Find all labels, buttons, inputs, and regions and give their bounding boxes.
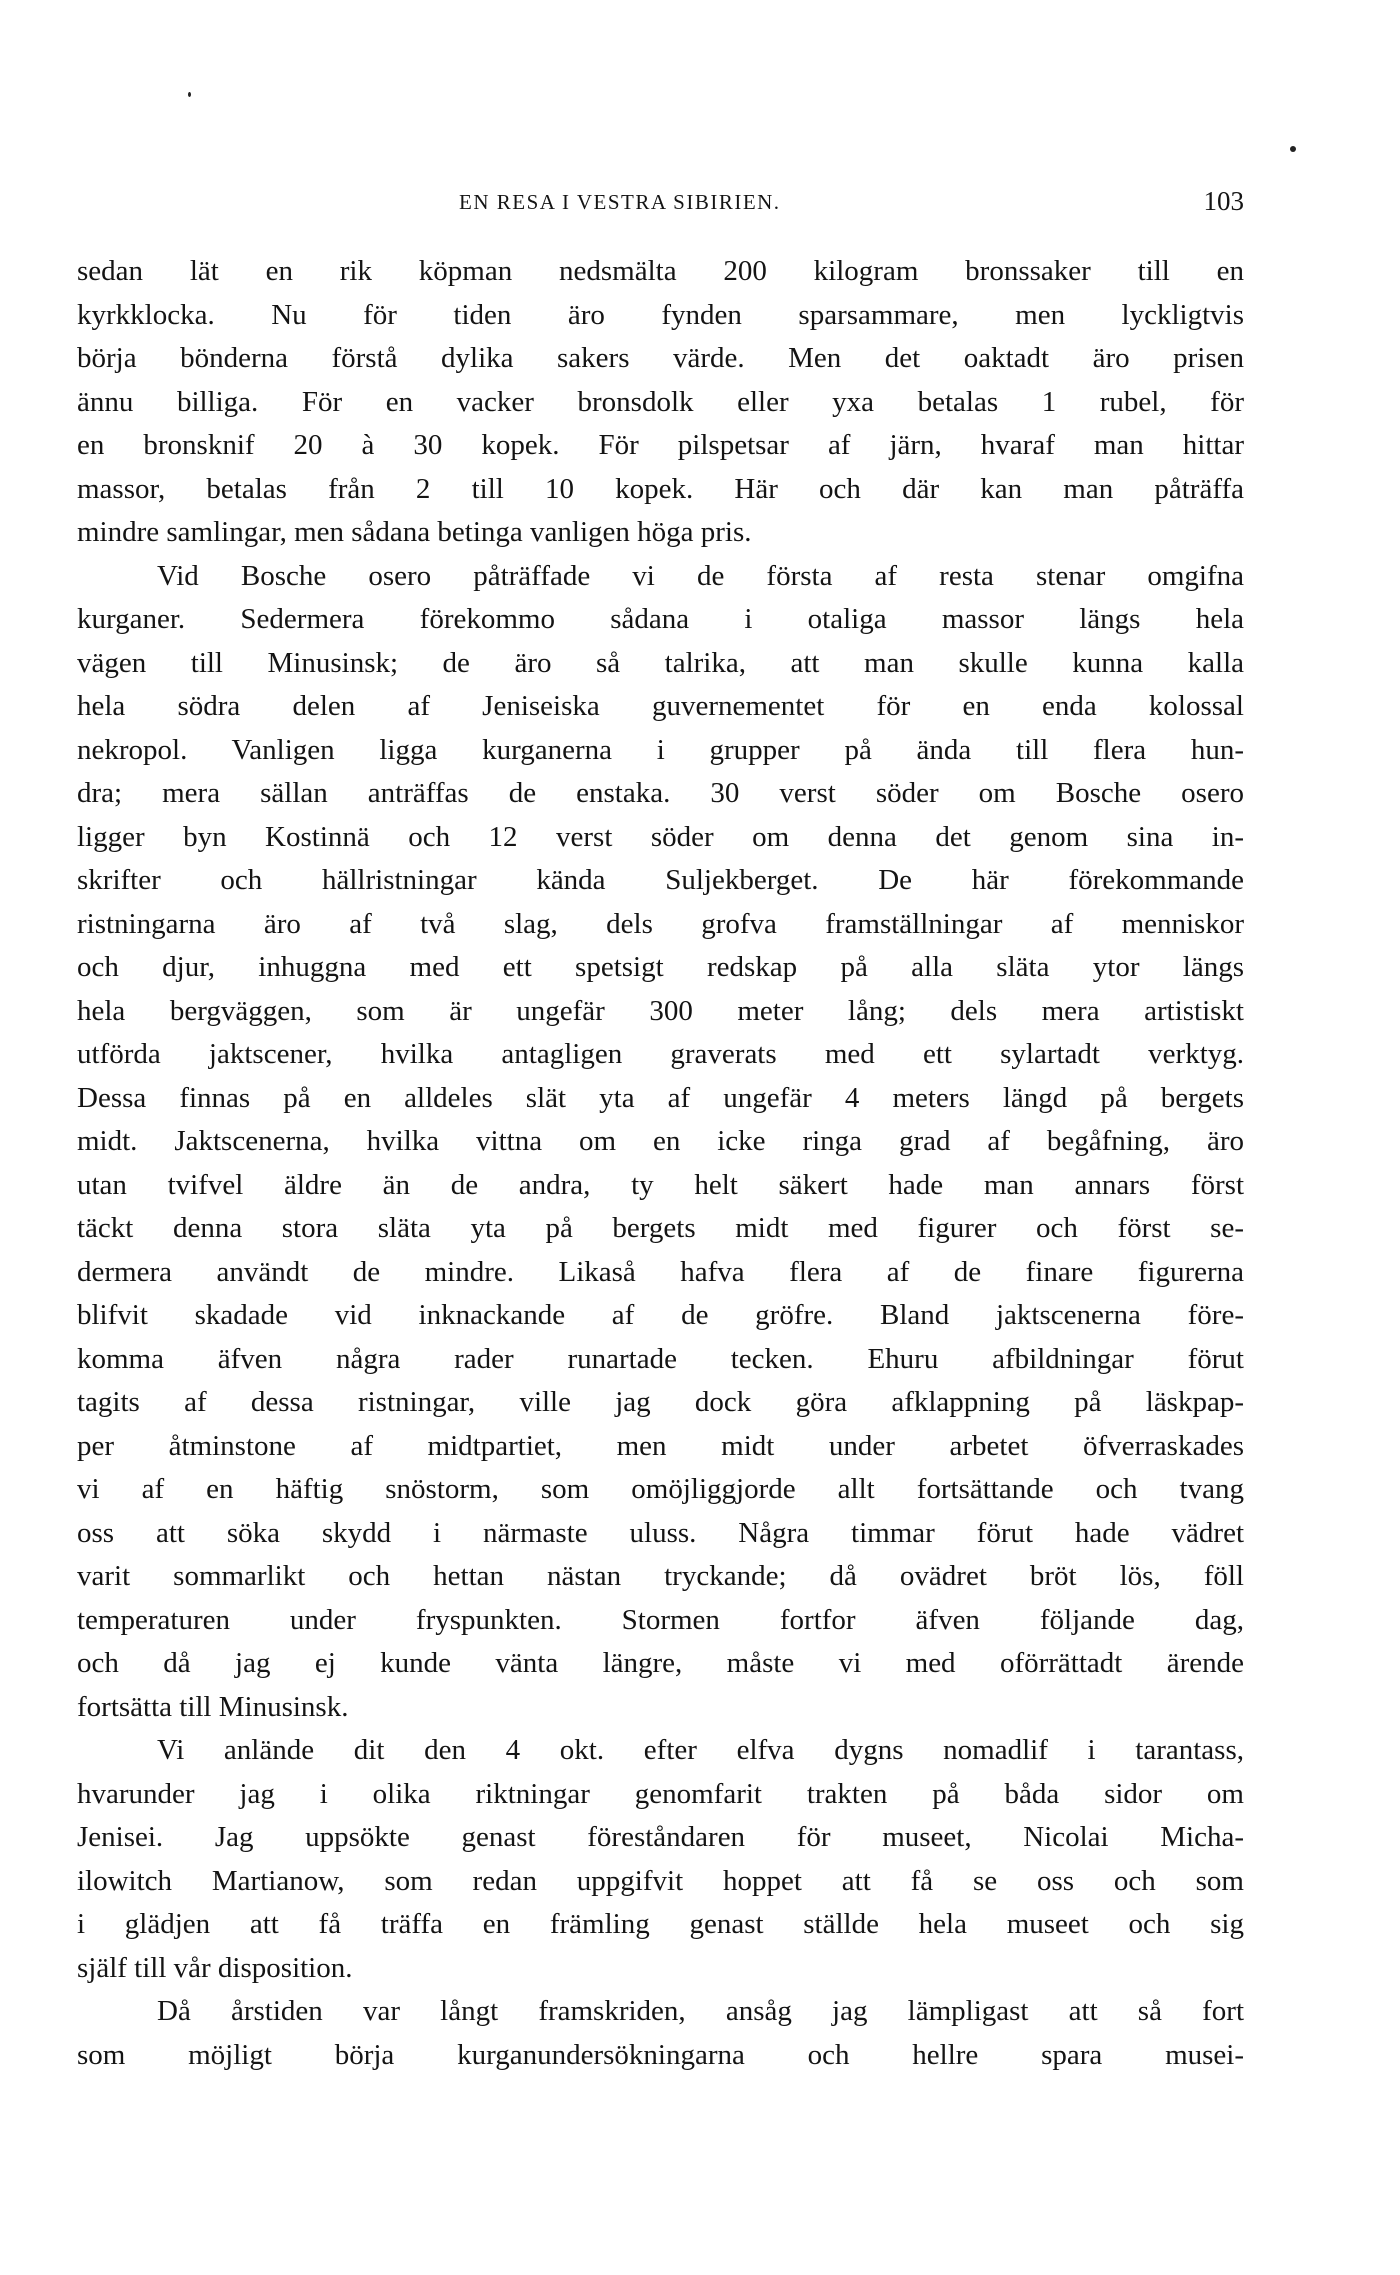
text-line: fortsätta till Minusinsk. — [77, 1690, 349, 1723]
text-line: vägen till Minusinsk; de äro så talrika, att man skulle kunna kalla — [77, 646, 1244, 679]
text-line: tagits af dessa ristningar, ville jag dock göra afklappning på läskpap- — [77, 1386, 1244, 1418]
text-line: Jenisei. Jag uppsökte genast föreståndaren för museet, Nicolai Micha- — [77, 1821, 1244, 1853]
text-line: per åtminstone af midtpartiet, men midt under arbetet öfverraskades — [77, 1429, 1244, 1462]
text-line: som möjligt börja kurganundersökningarna och hellre spara musei- — [77, 2038, 1244, 2071]
text-line: massor, betalas från 2 till 10 kopek. Här och där kan man påträffa — [77, 472, 1244, 505]
text-line: sedan lät en rik köpman nedsmälta 200 kilogram bronssaker till en — [77, 255, 1244, 287]
text-line: Vid Bosche osero påträffade vi de första af resta stenar omgifna — [157, 559, 1244, 592]
text-line: vi af en häftig snöstorm, som omöjliggjorde allt fortsättande och tvang — [77, 1473, 1244, 1505]
text-line: ristningarna äro af två slag, dels grofva framställningar af menniskor — [77, 907, 1244, 940]
text-line: utan tvifvel äldre än de andra, ty helt säkert hade man annars först — [77, 1168, 1244, 1201]
text-line: kurganer. Sedermera förekommo sådana i otaliga massor längs hela — [77, 603, 1244, 635]
text-line: Då årstiden var långt framskriden, ansåg jag lämpligast att så fort — [157, 1995, 1244, 2027]
text-line: komma äfven några rader runartade tecken. Ehuru afbildningar förut — [77, 1342, 1244, 1375]
body-text — [77, 250, 1244, 2077]
text-line: i glädjen att få träffa en främling genast ställde hela museet och sig — [77, 1908, 1244, 1940]
text-line: nekropol. Vanligen ligga kurganerna i grupper på ända till flera hun- — [77, 733, 1244, 766]
stray-ink-mark — [1290, 146, 1296, 152]
text-line: utförda jaktscener, hvilka antagligen graverats med ett sylartadt verktyg. — [77, 1038, 1244, 1070]
text-line: ilowitch Martianow, som redan uppgifvit hoppet att få se oss och som — [77, 1864, 1244, 1897]
text-line: midt. Jaktscenerna, hvilka vittna om en icke ringa grad af begåfning, äro — [77, 1125, 1244, 1157]
text-line: hvarunder jag i olika riktningar genomfarit trakten på båda sidor om — [77, 1777, 1244, 1810]
text-line: skrifter och hällristningar kända Suljekberget. De här förekommande — [77, 864, 1244, 896]
page-header — [77, 186, 1244, 226]
text-line: börja bönderna förstå dylika sakers värde. Men det oaktadt äro prisen — [77, 342, 1244, 374]
text-line: blifvit skadade vid inknackande af de gröfre. Bland jaktscenerna före- — [77, 1299, 1244, 1331]
text-line: ligger byn Kostinnä och 12 verst söder om denna det genom sina in- — [77, 820, 1244, 853]
text-line: och djur, inhuggna med ett spetsigt redskap på alla släta ytor längs — [77, 951, 1244, 983]
text-line: Dessa finnas på en alldeles slät yta af ungefär 4 meters längd på bergets — [77, 1081, 1244, 1114]
text-line: kyrkklocka. Nu för tiden äro fynden sparsammare, men lyckligtvis — [77, 298, 1244, 331]
text-line: hela bergväggen, som är ungefär 300 meter lång; dels mera artistiskt — [77, 994, 1244, 1027]
page-number: 103 — [1203, 186, 1244, 216]
text-line: oss att söka skydd i närmaste uluss. Några timmar förut hade vädret — [77, 1516, 1244, 1549]
text-line: dra; mera sällan anträffas de enstaka. 30 verst söder om Bosche osero — [77, 777, 1244, 809]
text-line: mindre samlingar, men sådana betinga vanligen höga pris. — [77, 516, 752, 548]
text-line: Vi anlände dit den 4 okt. efter elfva dygns nomadlif i tarantass, — [157, 1734, 1244, 1766]
text-line: temperaturen under fryspunkten. Stormen fortfor äfven följande dag, — [77, 1603, 1244, 1636]
stray-ink-mark-top — [188, 92, 191, 97]
text-line: varit sommarlikt och hettan nästan tryckande; då ovädret bröt lös, föll — [77, 1560, 1244, 1592]
text-line: själf till vår disposition. — [77, 1951, 353, 1984]
text-line: en bronsknif 20 à 30 kopek. För pilspetsar af järn, hvaraf man hittar — [77, 429, 1244, 461]
text-line: ännu billiga. För en vacker bronsdolk eller yxa betalas 1 rubel, för — [77, 385, 1244, 418]
text-line: hela södra delen af Jeniseiska guvernementet för en enda kolossal — [77, 690, 1244, 722]
text-line: dermera användt de mindre. Likaså hafva flera af de finare figurerna — [77, 1255, 1244, 1288]
text-line: täckt denna stora släta yta på bergets midt med figurer och först se- — [77, 1212, 1244, 1244]
text-line: och då jag ej kunde vänta längre, måste vi med oförrättadt ärende — [77, 1647, 1244, 1679]
running-title: EN RESA I VESTRA SIBIRIEN. — [459, 190, 781, 214]
